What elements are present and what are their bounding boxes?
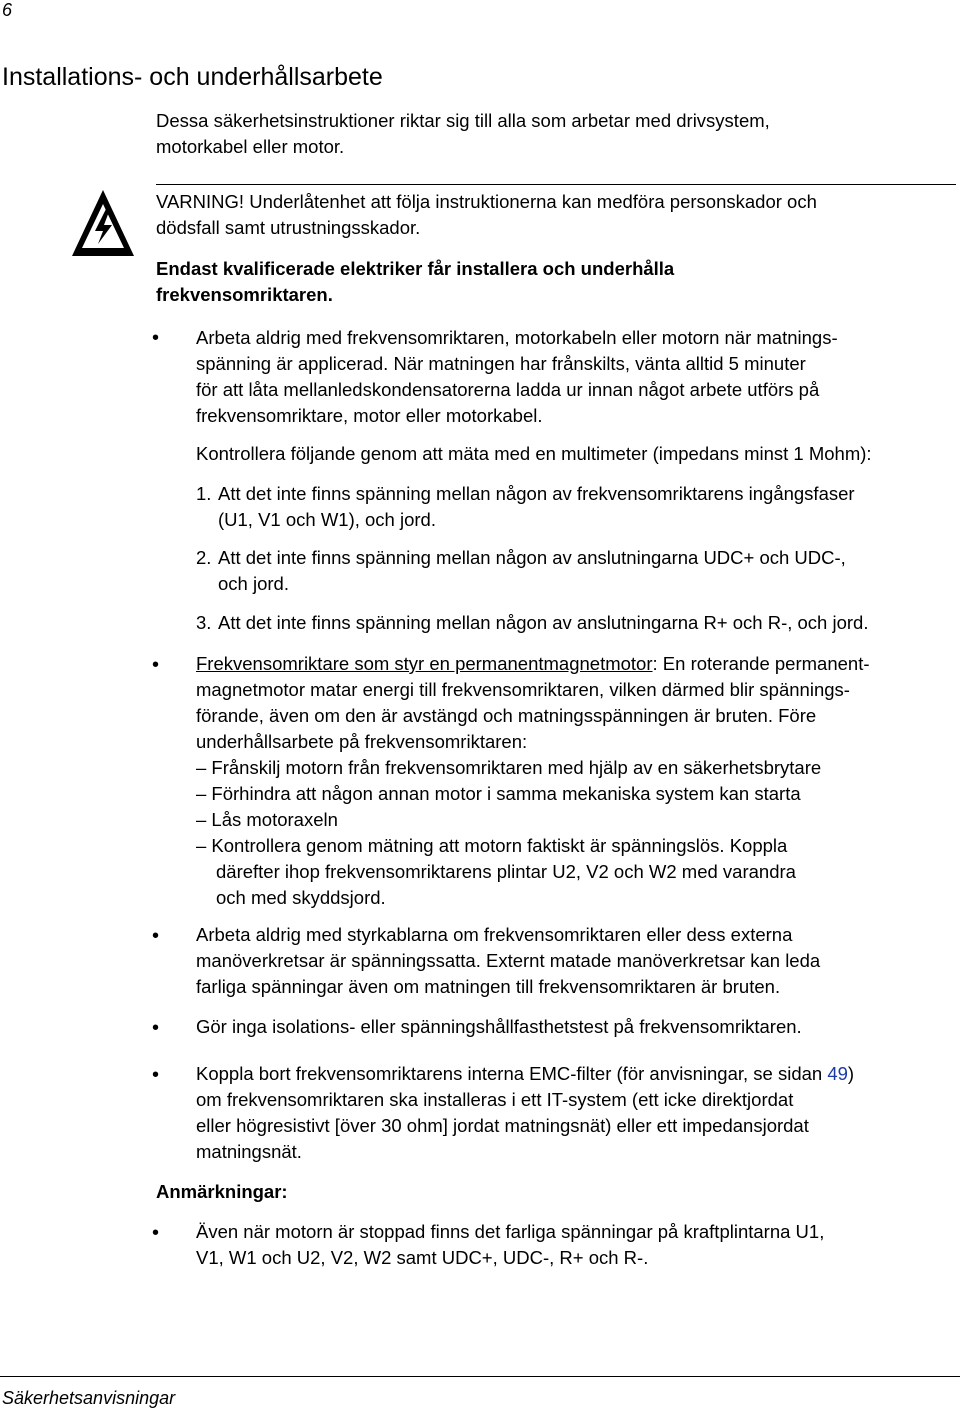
warning-bold-line: Endast kvalificerade elektriker får installera och underhålla xyxy=(156,258,675,279)
intro-text xyxy=(156,108,936,160)
footer-text: Säkerhetsanvisningar xyxy=(2,1388,176,1408)
numbered-item: Att det inte finns spänning mellan någon av anslutningarna R+ och R-, och jord. xyxy=(218,612,869,633)
dash-item: – Förhindra att någon annan motor i samma mekaniska system kan starta xyxy=(196,783,801,804)
list-item: Koppla bort frekvensomriktarens interna EMC-filter (för anvisningar, se sidan 49) om frekvensomriktaren ska installeras i ett IT-system (ett icke direktjordat eller högresistivt [över 30 ohm] jordat matningsnät) eller ett impedansjordat matningsnät. xyxy=(196,1063,855,1162)
warning-label: VARNING! xyxy=(156,191,245,212)
page-reference-link[interactable]: 49 xyxy=(827,1063,848,1084)
section-title: Installations- och underhållsarbete xyxy=(2,63,383,91)
numbered-item-number: 3. xyxy=(196,612,212,633)
footer-rule xyxy=(0,1376,960,1377)
bullet-marker: • xyxy=(152,925,160,947)
intro-line: motorkabel eller motor. xyxy=(156,136,345,157)
warning-top-rule xyxy=(156,184,956,185)
list-item: Arbeta aldrig med styrkablarna om frekvensomriktaren eller dess externa manöverkretsar är spänningssatta. Externt matade manöverkretsar kan leda farliga spänningar även om matningen till frekvensomriktaren är bruten. xyxy=(196,924,821,997)
warning-bold-line: frekvensomriktaren. xyxy=(156,284,333,305)
page-number: 6 xyxy=(2,0,13,20)
numbered-item-number: 1. xyxy=(196,483,212,504)
dash-item: – Kontrollera genom mätning att motorn faktiskt är spänningslös. Koppla xyxy=(196,835,788,856)
numbered-item-number: 2. xyxy=(196,547,212,568)
bullet-marker: • xyxy=(152,1017,160,1039)
bullet-marker: • xyxy=(152,327,160,349)
subheading-underlined: Frekvensomriktare som styr en permanentmagnetmotor xyxy=(196,653,653,674)
list-item: Frekvensomriktare som styr en permanentmagnetmotor: En roterande permanent- magnetmotor matar energi till frekvensomriktaren, vilken därmed blir spännings- förande, även om den är avstängd och matningsspänningen är bruten. Före underhållsarbete på frekvensomriktaren: – Frånskilj motorn från frekvensomriktaren med hjälp av en säkerhetsbrytare – Förhindra att någon annan motor i samma mekaniska system kan starta – Lås motoraxeln – Kontrollera genom mätning att motorn faktiskt är spänningslös. Koppla därefter ihop frekvensomriktarens plintar U2, V2 och W2 med varandra och med skyddsjord. xyxy=(196,651,960,911)
high-voltage-warning-icon xyxy=(68,184,138,264)
notes-heading: Anmärkningar: xyxy=(156,1181,288,1202)
bullet-marker: • xyxy=(152,654,160,676)
dash-item: – Frånskilj motorn från frekvensomriktaren med hjälp av en säkerhetsbrytare xyxy=(196,757,822,778)
list-item: Arbeta aldrig med frekvensomriktaren, motorkabeln eller motorn när matnings- spänning är applicerad. När matningen har frånskilts, vänta alltid 5 minuter för att låta mellanledskondensatorerna ladda ur innan något arbete utförs på frekvensomriktare, motor eller motorkabel. xyxy=(196,327,838,426)
numbered-item: Att det inte finns spänning mellan någon av anslutningarna UDC+ och UDC-, och jord. xyxy=(218,547,846,594)
numbered-item: Att det inte finns spänning mellan någon av frekvensomriktarens ingångsfaser (U1, V1 och W1), och jord. xyxy=(218,483,855,530)
check-instruction: Kontrollera följande genom att mäta med en multimeter (impedans minst 1 Mohm): xyxy=(196,443,872,464)
bullet-marker: • xyxy=(152,1064,160,1086)
list-item: Även när motorn är stoppad finns det farliga spänningar på kraftplintarna U1, V1, W1 och U2, V2, W2 samt UDC+, UDC-, R+ och R-. xyxy=(196,1221,825,1268)
warning-text-line: dödsfall samt utrustningsskador. xyxy=(156,217,421,238)
list-item: Gör inga isolations- eller spänningshållfasthetstest på frekvensomriktaren. xyxy=(196,1016,802,1037)
dash-item: – Lås motoraxeln xyxy=(196,809,338,830)
bullet-marker: • xyxy=(152,1222,160,1244)
warning-text: VARNING! Underlåtenhet att följa instruktionerna kan medföra personskador och xyxy=(156,191,817,212)
intro-line: Dessa säkerhetsinstruktioner riktar sig till alla som arbetar med drivsystem, xyxy=(156,110,770,131)
